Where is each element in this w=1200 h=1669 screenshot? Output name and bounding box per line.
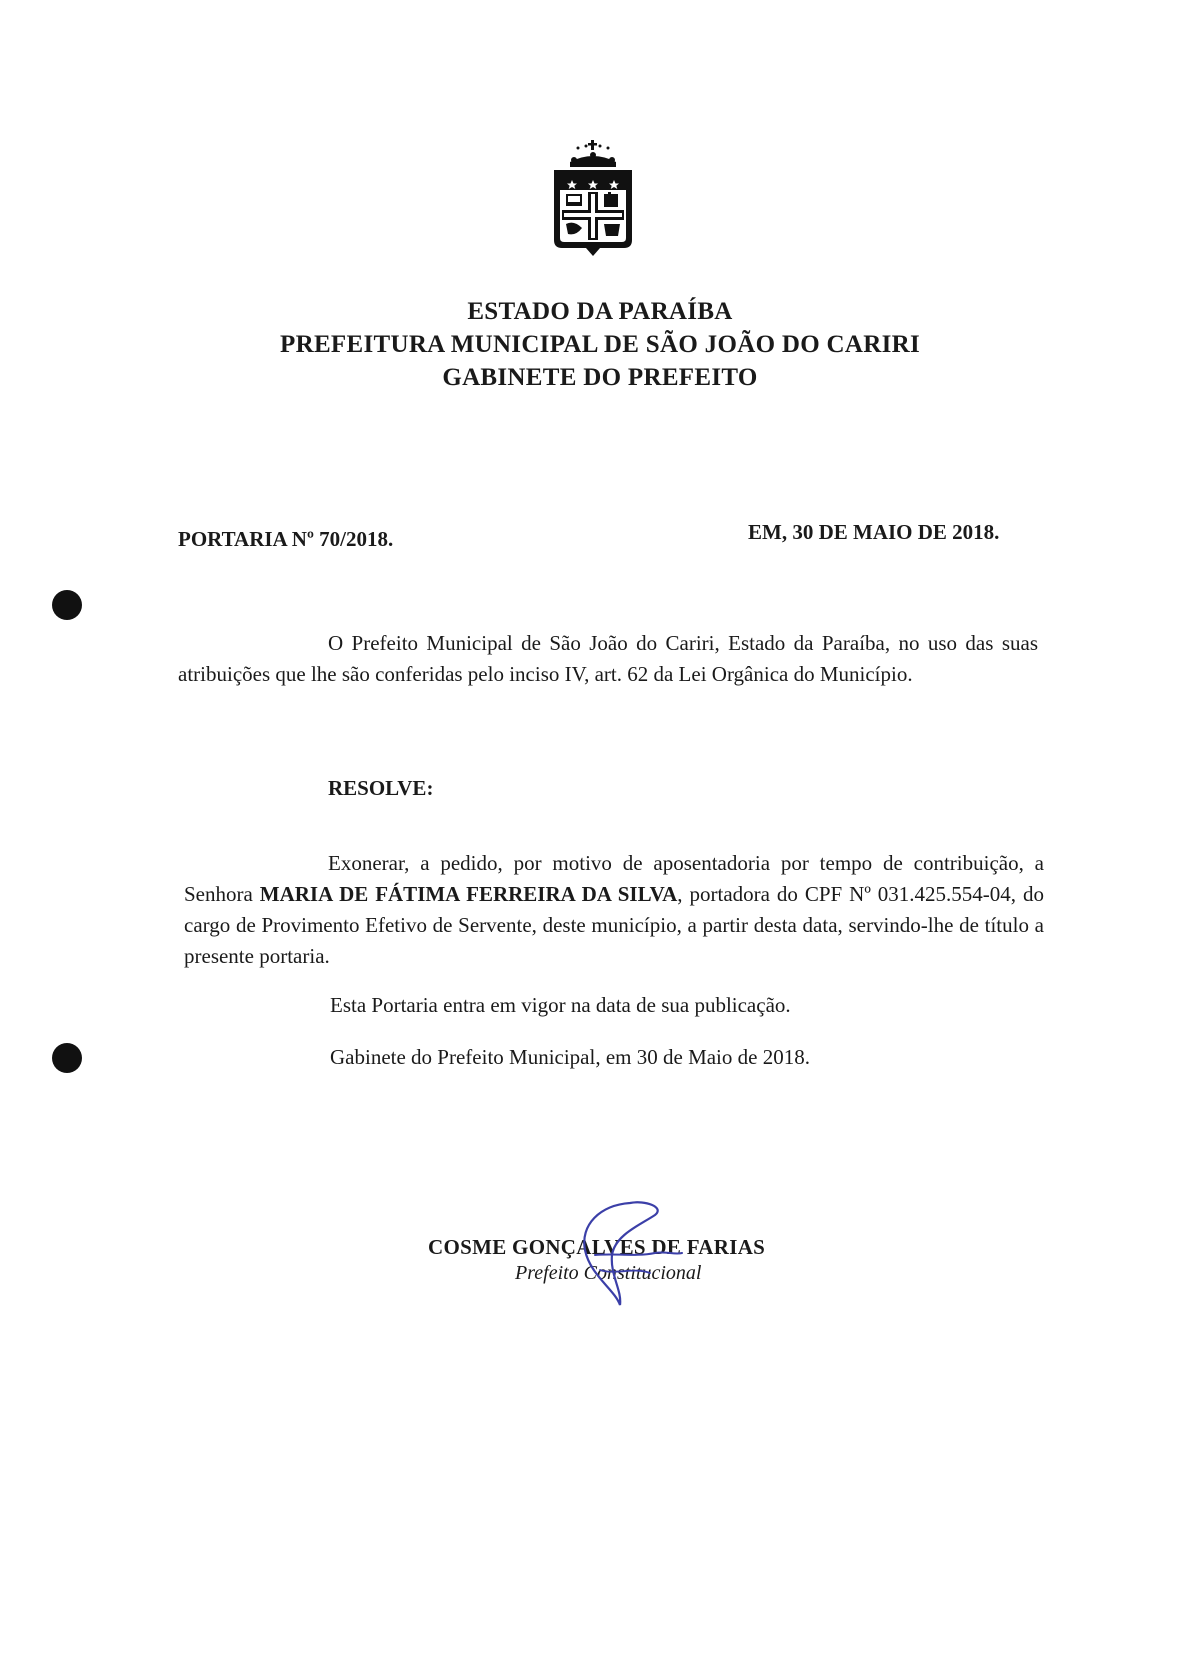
handwritten-signature: [560, 1195, 690, 1310]
header-state: ESTADO DA PARAÍBA: [467, 298, 733, 325]
employee-name: MARIA DE FÁTIMA FERREIRA DA SILVA: [259, 882, 678, 906]
body-text-part1: Exonerar, a pedido, por motivo de aposentadoria por tempo de contribuição, a Senhora: [184, 851, 1044, 906]
body-text-part2: , portadora do CPF Nº 031.425.554-04, do cargo de Provimento Efetivo de Servente, deste município, a partir desta data, servindo-lhe de título a presente portaria.: [184, 882, 1045, 968]
portaria-number: PORTARIA Nº 70/2018.: [178, 527, 394, 551]
header-prefecture: PREFEITURA MUNICIPAL DE SÃO JOÃO DO CARIRI: [280, 331, 920, 358]
punch-hole-top: [52, 590, 82, 620]
intro-paragraph: O Prefeito Municipal de São João do Cariri, Estado da Paraíba, no uso das suas atribuições que lhe são conferidas pelo inciso IV, art. 62 da Lei Orgânica do Município.: [178, 631, 1038, 686]
signatory-role: Prefeito Constitucional: [515, 1262, 702, 1284]
gabinete-paragraph: Gabinete do Prefeito Municipal, em 30 de Maio de 2018.: [330, 1045, 810, 1069]
portaria-date: EM, 30 DE MAIO DE 2018.: [748, 520, 1000, 544]
coat-of-arms-icon: [548, 140, 638, 260]
document-header: [200, 295, 1000, 394]
body-paragraph: [184, 848, 1044, 972]
signatory-name: COSME GONÇALVES DE FARIAS: [428, 1235, 766, 1259]
header-cabinet: GABINETE DO PREFEITO: [442, 364, 758, 391]
punch-hole-bottom: [52, 1043, 82, 1073]
resolve-heading: RESOLVE:: [328, 776, 434, 800]
vigor-paragraph: Esta Portaria entra em vigor na data de sua publicação.: [330, 993, 791, 1017]
